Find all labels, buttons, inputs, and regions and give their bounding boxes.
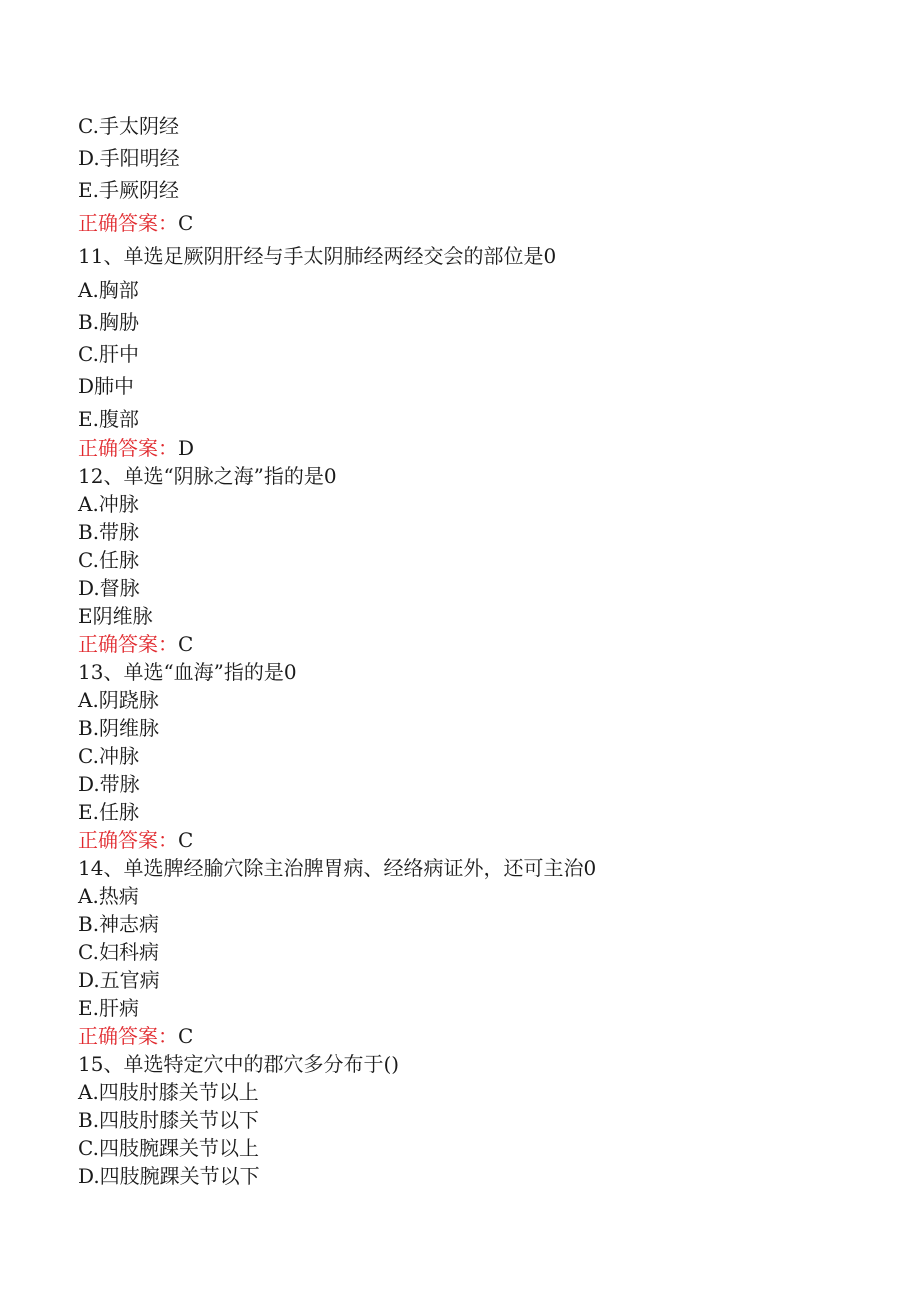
answer-value: C — [178, 211, 194, 235]
option-text: B.阴维脉 — [78, 716, 160, 740]
answer-value: C — [178, 1024, 194, 1048]
option-text: B.带脉 — [78, 520, 140, 544]
option-text: A.胸部 — [78, 278, 139, 302]
option-text: A.热病 — [78, 884, 139, 908]
option-text: E.手厥阴经 — [78, 178, 179, 202]
question-text: 13、单选“血海”指的是0 — [78, 660, 297, 684]
option-text: C.手太阴经 — [78, 114, 179, 138]
option-text: A.冲脉 — [78, 492, 139, 516]
question-text: 11、单选足厥阴肝经与手太阴肺经两经交会的部位是0 — [78, 244, 557, 268]
option-text: B.胸胁 — [78, 310, 140, 334]
option-text: E.肝病 — [78, 996, 139, 1020]
option-text: C.四肢腕踝关节以上 — [78, 1136, 259, 1160]
option-text: D肺中 — [78, 374, 135, 398]
answer-line — [78, 1024, 193, 1048]
answer-value: D — [178, 436, 195, 460]
answer-label: 正确答案： — [78, 632, 178, 656]
answer-line — [78, 211, 193, 235]
option-text: C.肝中 — [78, 342, 139, 366]
answer-line — [78, 632, 193, 656]
answer-line — [78, 436, 194, 460]
option-text: A.阴跷脉 — [78, 688, 159, 712]
option-text: C.冲脉 — [78, 744, 139, 768]
answer-label: 正确答案： — [78, 828, 178, 852]
question-text: 15、单选特定穴中的郡穴多分布于() — [78, 1052, 400, 1076]
question-text: 12、单选“阴脉之海”指的是0 — [78, 464, 337, 488]
option-text: E.腹部 — [78, 407, 139, 431]
option-text: D.督脉 — [78, 576, 140, 600]
answer-value: C — [178, 828, 194, 852]
answer-label: 正确答案： — [78, 211, 178, 235]
question-text: 14、单选脾经腧穴除主治脾胃病、经络病证外，还可主治0 — [78, 856, 597, 880]
answer-label: 正确答案： — [78, 1024, 178, 1048]
option-text: B.神志病 — [78, 912, 160, 936]
option-text: C.任脉 — [78, 548, 139, 572]
option-text: D.带脉 — [78, 772, 140, 796]
option-text: B.四肢肘膝关节以下 — [78, 1108, 260, 1132]
answer-line — [78, 828, 193, 852]
option-text: C.妇科病 — [78, 940, 159, 964]
option-text: D.手阳明经 — [78, 146, 180, 170]
option-text: D.五官病 — [78, 968, 160, 992]
option-text: E.任脉 — [78, 800, 139, 824]
option-text: A.四肢肘膝关节以上 — [78, 1080, 259, 1104]
answer-value: C — [178, 632, 194, 656]
option-text: E阴维脉 — [78, 604, 153, 628]
answer-label: 正确答案： — [78, 436, 178, 460]
option-text: D.四肢腕踝关节以下 — [78, 1164, 260, 1188]
